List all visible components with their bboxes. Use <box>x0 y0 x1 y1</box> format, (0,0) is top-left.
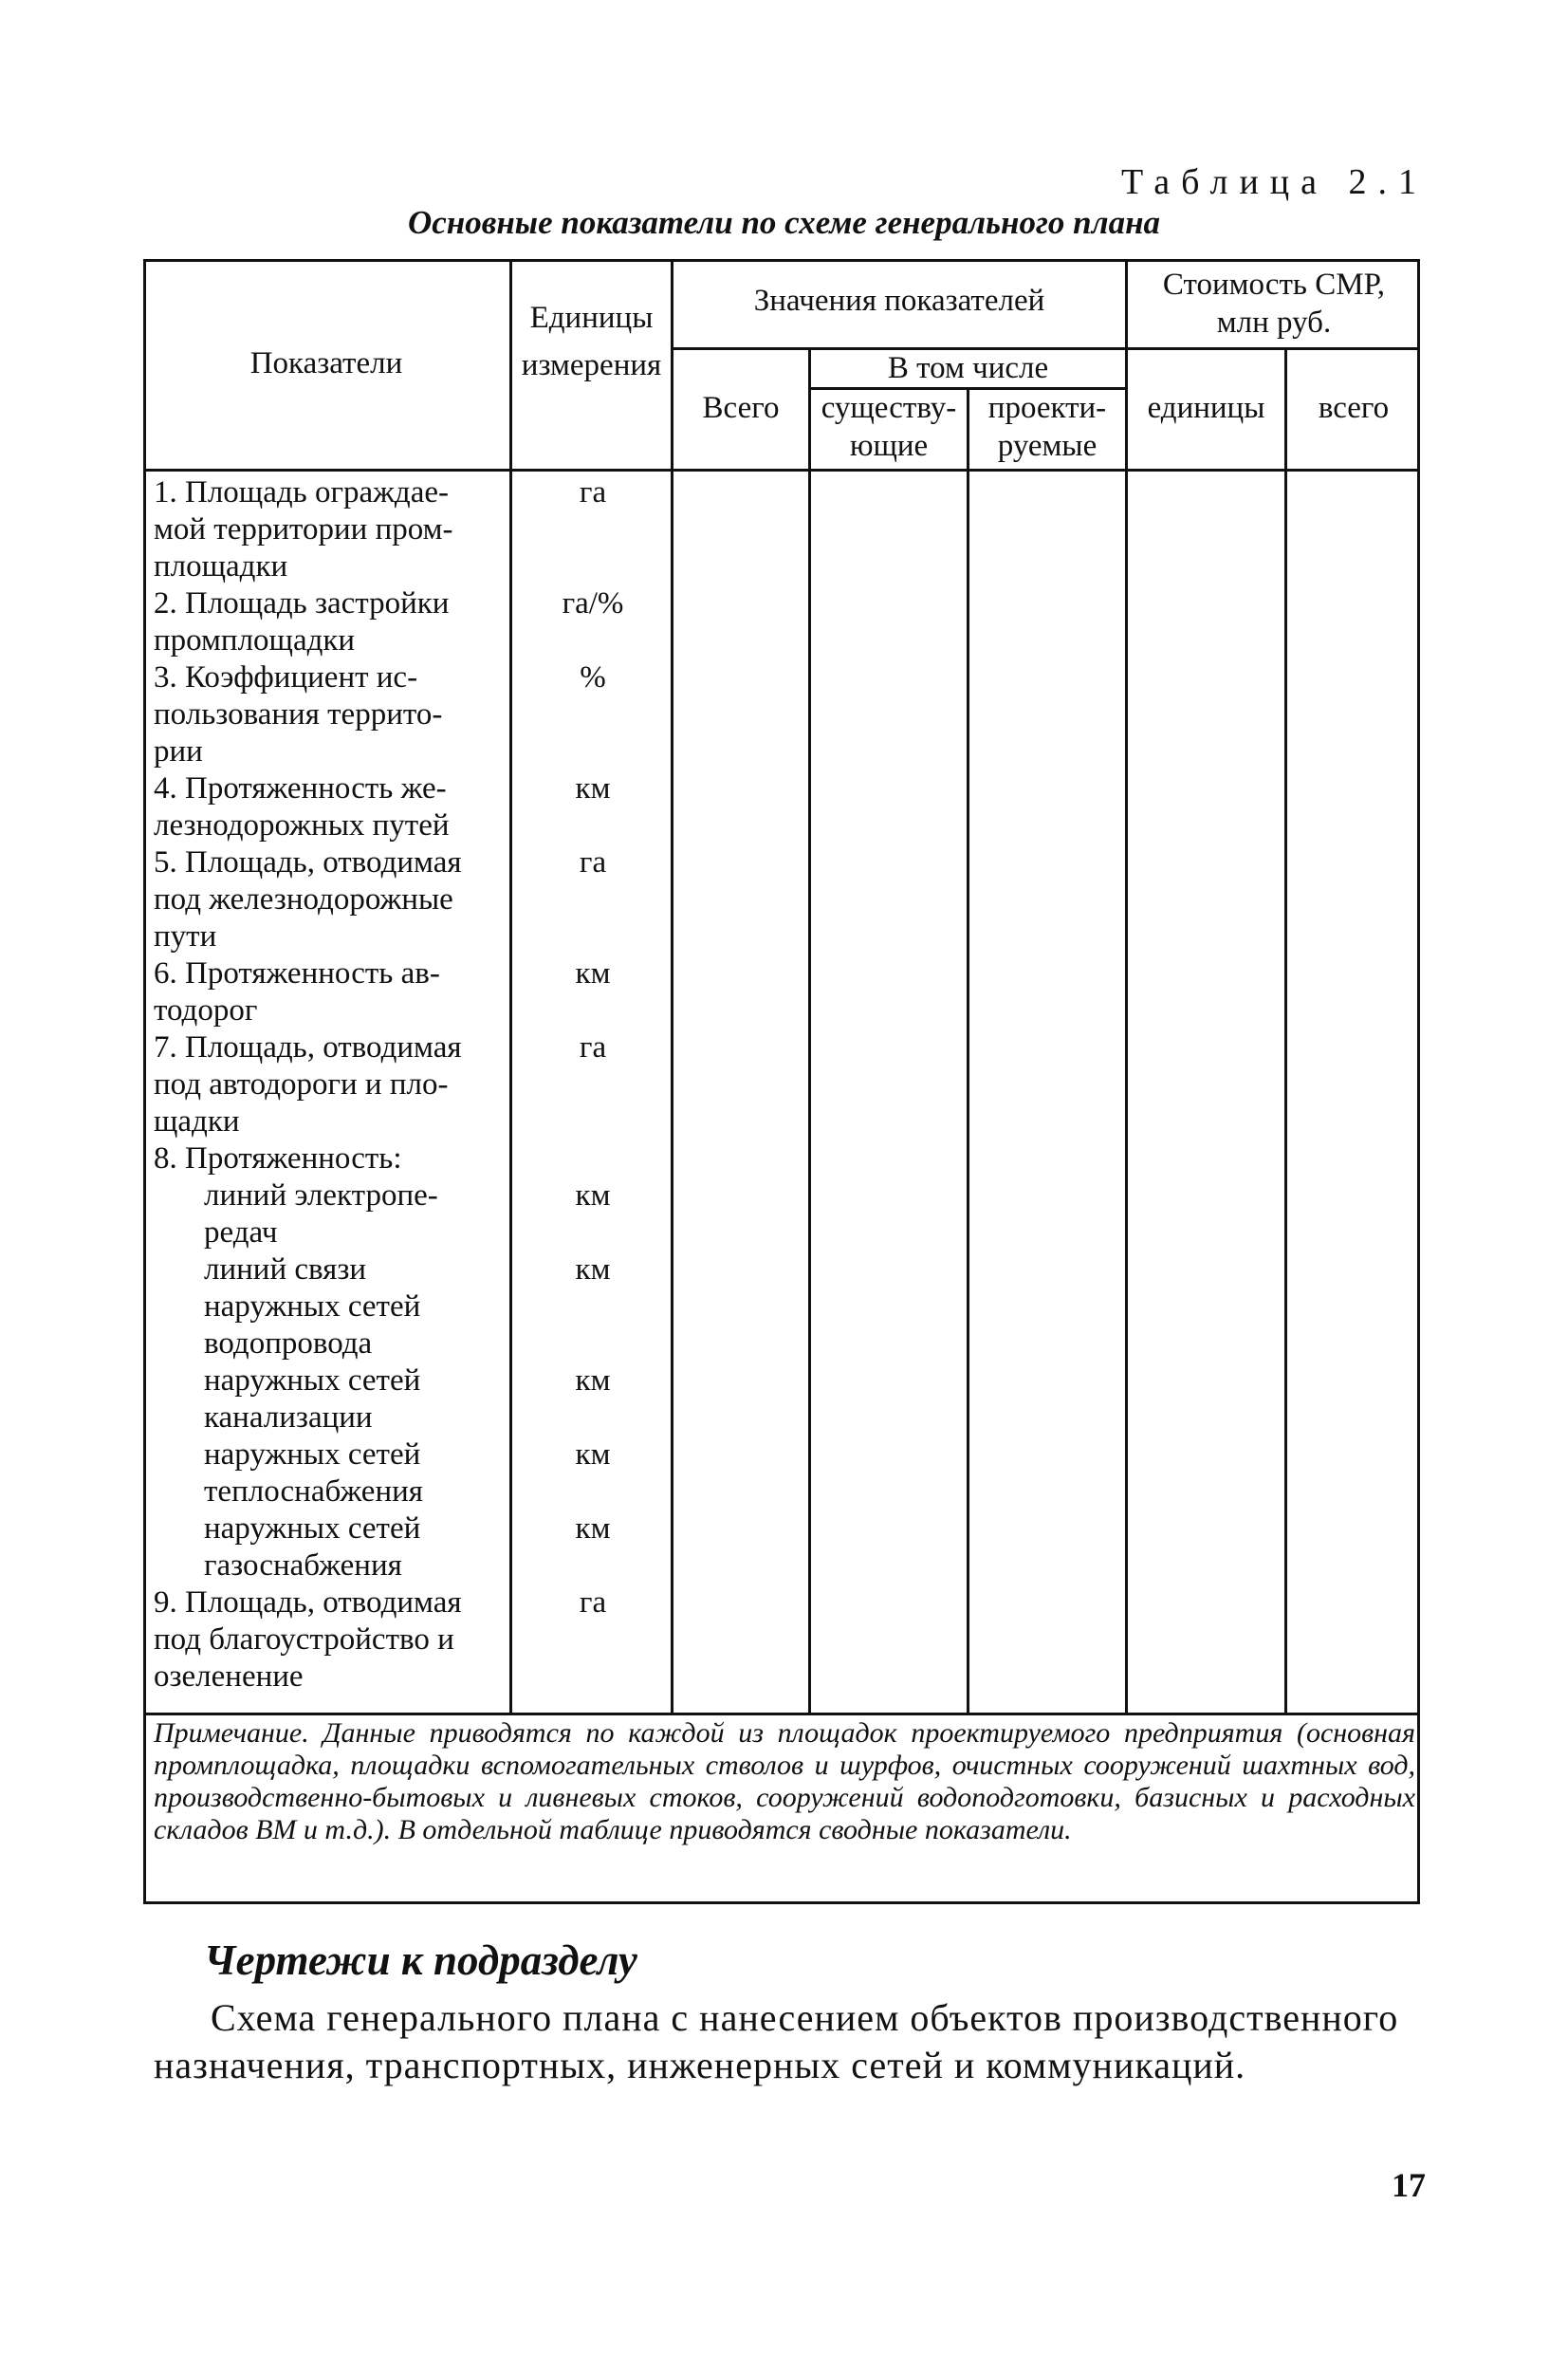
row-label: мой территории пром- <box>154 512 453 547</box>
table-row <box>154 474 505 585</box>
table-row <box>154 955 505 1029</box>
row-unit: % <box>580 660 606 695</box>
row-label: наружных сетей <box>204 1289 421 1324</box>
row-label: под автодороги и пло- <box>154 1067 449 1102</box>
table-label: Таблица 2.1 <box>1120 162 1428 202</box>
table-row <box>204 1436 506 1510</box>
header-units-1: Единицы <box>529 301 654 335</box>
header-cost-1: Стоимость СМР, <box>1162 268 1386 302</box>
grid-line <box>808 348 811 1715</box>
header-cost-2: млн руб. <box>1216 306 1332 340</box>
row-label: наружных сетей <box>204 1437 421 1472</box>
header-units-2: измерения <box>521 348 662 382</box>
table-row <box>204 1177 506 1251</box>
header-unit-cost: единицы <box>1147 391 1265 425</box>
row-label: 5. Площадь, отводимая <box>154 845 462 880</box>
table-row <box>204 1251 506 1362</box>
row-label: 8. Протяженность: <box>154 1141 402 1176</box>
row-label: пути <box>154 919 217 954</box>
row-unit: км <box>575 956 611 991</box>
row-label: 7. Площадь, отводимая <box>154 1030 462 1065</box>
row-unit: км <box>575 1252 611 1287</box>
page-number: 17 <box>1392 2166 1426 2204</box>
header-all-cost: всего <box>1318 391 1390 425</box>
table-row <box>154 844 505 955</box>
header-total: Всего <box>702 391 780 425</box>
grid-line <box>143 1713 1420 1715</box>
table-row <box>154 585 505 659</box>
row-label: лезнодорожных путей <box>154 808 450 843</box>
row-label: рии <box>154 734 203 769</box>
row-unit: га <box>579 1585 607 1620</box>
row-label: тодорог <box>154 993 258 1028</box>
grid-line <box>967 389 969 1715</box>
row-unit: км <box>575 1437 611 1472</box>
row-label: 3. Коэффициент ис- <box>154 660 418 695</box>
row-unit: км <box>575 1511 611 1546</box>
row-unit: га/% <box>562 586 624 621</box>
table-row <box>204 1510 506 1584</box>
row-label: линий электропе- <box>204 1178 438 1213</box>
table-row <box>154 1140 505 1177</box>
row-label: водопровода <box>204 1326 373 1361</box>
grid-line <box>1284 348 1287 1715</box>
row-label: канализации <box>204 1400 373 1435</box>
row-label: 1. Площадь ограждае- <box>154 475 450 510</box>
row-label: линий связи <box>204 1252 367 1287</box>
row-label: наружных сетей <box>204 1511 421 1546</box>
row-unit: га <box>579 1030 607 1065</box>
row-label: озеленение <box>154 1659 304 1694</box>
header-existing-2: ющие <box>849 429 929 463</box>
header-indicators: Показатели <box>249 346 403 380</box>
row-unit: км <box>575 1178 611 1213</box>
row-label: под железнодорожные <box>154 882 453 917</box>
row-label: 4. Протяженность же- <box>154 771 447 806</box>
row-unit: га <box>579 475 607 510</box>
row-label: редач <box>204 1215 278 1250</box>
row-label: пользования террито- <box>154 697 443 732</box>
table-row <box>154 1584 505 1695</box>
row-unit: км <box>575 1363 611 1398</box>
row-unit: га <box>579 845 607 880</box>
row-label: теплоснабжения <box>204 1474 423 1509</box>
header-including: В том числе <box>887 351 1049 385</box>
header-existing-1: существу- <box>821 391 957 425</box>
row-label: газоснабжения <box>204 1548 402 1583</box>
row-label: щадки <box>154 1104 240 1139</box>
row-label: промплощадки <box>154 623 356 658</box>
header-designed-1: проекти- <box>987 391 1107 425</box>
table-row <box>154 770 505 844</box>
row-label: наружных сетей <box>204 1363 421 1398</box>
table-row <box>154 659 505 770</box>
table-row <box>154 1029 505 1140</box>
row-label: 9. Площадь, отводимая <box>154 1585 462 1620</box>
section-text: Схема генерального плана с нанесением объектов производственного назначения, транспортных, инженерных сетей и коммуникаций. <box>154 1996 1399 2086</box>
table-row <box>204 1362 506 1436</box>
header-designed-2: руемые <box>997 429 1098 463</box>
grid-line <box>1125 259 1128 1715</box>
row-label: 2. Площадь застройки <box>154 586 450 621</box>
section-title: Чертежи к подразделу <box>204 1936 637 1984</box>
row-label: под благоустройство и <box>154 1622 454 1657</box>
header-values: Значения показателей <box>753 284 1045 318</box>
row-label: 6. Протяженность ав- <box>154 956 440 991</box>
grid-line <box>143 469 1420 472</box>
row-unit: км <box>575 771 611 806</box>
table-title: Основные показатели по схеме генерального плана <box>407 204 1161 241</box>
table-note: Примечание. Данные приводятся по каждой из площадок проектируемого предприятия (основная промплощадка, площадки вспомогательных стволов и шурфов, очистных сооружений шахтных вод, производственно-бытовых и ливневых стоков, сооружений водоподготовки, базисных и расходных складов ВМ и т.д.). В отдельной таблице приводятся сводные показатели. <box>154 1717 1415 1845</box>
row-label: площадки <box>154 549 288 584</box>
